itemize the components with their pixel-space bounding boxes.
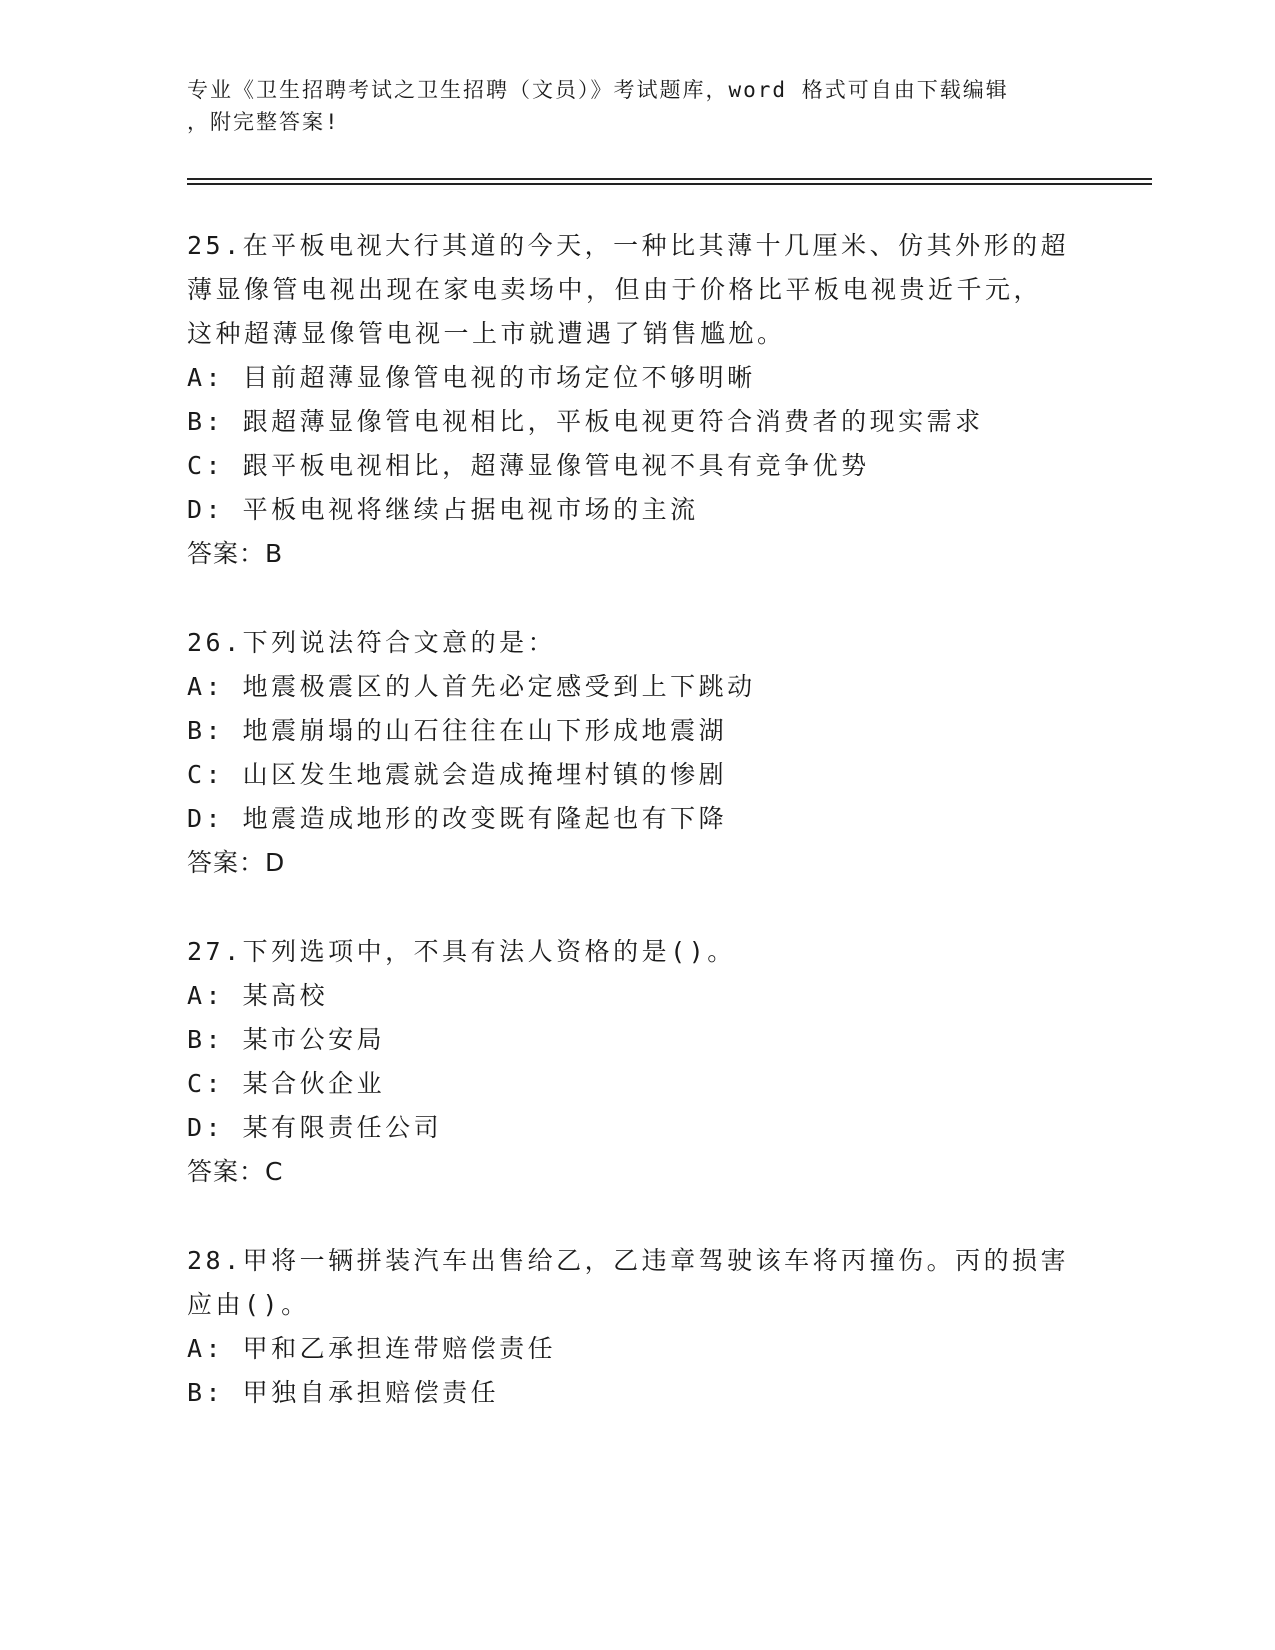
header-divider-bottom <box>187 183 1152 185</box>
question-27-option-d: D: 某有限责任公司 <box>187 1113 443 1142</box>
question-25-text-line-2: 薄显像管电视出现在家电卖场中，但由于价格比平板电视贵近千元， <box>187 275 1043 304</box>
question-25-text-line-1: 25.在平板电视大行其道的今天，一种比其薄十几厘米、仿其外形的超 <box>187 231 1070 260</box>
question-25-option-c: C: 跟平板电视相比，超薄显像管电视不具有竞争优势 <box>187 451 870 480</box>
question-25-answer: 答案：B <box>187 539 284 568</box>
question-27-text-line-1: 27.下列选项中，不具有法人资格的是()。 <box>187 937 736 966</box>
header-line-2: ，附完整答案! <box>187 110 340 134</box>
question-26-option-a: A: 地震极震区的人首先必定感受到上下跳动 <box>187 672 756 701</box>
question-27-option-b: B: 某市公安局 <box>187 1025 386 1054</box>
question-26-option-c: C: 山区发生地震就会造成掩埋村镇的惨剧 <box>187 760 728 789</box>
question-25-option-a: A: 目前超薄显像管电视的市场定位不够明晰 <box>187 363 756 392</box>
question-25-option-b: B: 跟超薄显像管电视相比，平板电视更符合消费者的现实需求 <box>187 407 984 436</box>
question-27-option-c: C: 某合伙企业 <box>187 1069 386 1098</box>
question-28-option-a: A: 甲和乙承担连带赔偿责任 <box>187 1334 557 1363</box>
question-27-answer: 答案：C <box>187 1157 284 1186</box>
header-divider-top <box>187 178 1152 180</box>
question-26-answer: 答案：D <box>187 848 286 877</box>
question-25-text-line-3: 这种超薄显像管电视一上市就遭遇了销售尴尬。 <box>187 319 786 348</box>
question-28-text-line-2: 应由()。 <box>187 1290 310 1319</box>
question-28-text-line-1: 28.甲将一辆拼装汽车出售给乙，乙违章驾驶该车将丙撞伤。丙的损害 <box>187 1246 1070 1275</box>
question-25-option-d: D: 平板电视将继续占据电视市场的主流 <box>187 495 699 524</box>
header-line-1: 专业《卫生招聘考试之卫生招聘（文员）》考试题库，word 格式可自由下载编辑 <box>187 78 1009 102</box>
question-27-option-a: A: 某高校 <box>187 981 329 1010</box>
question-26-option-d: D: 地震造成地形的改变既有隆起也有下降 <box>187 804 728 833</box>
question-26-text-line-1: 26.下列说法符合文意的是： <box>187 628 557 657</box>
question-28-option-b: B: 甲独自承担赔偿责任 <box>187 1378 500 1407</box>
document-header <box>187 74 1067 138</box>
question-26-option-b: B: 地震崩塌的山石往往在山下形成地震湖 <box>187 716 728 745</box>
